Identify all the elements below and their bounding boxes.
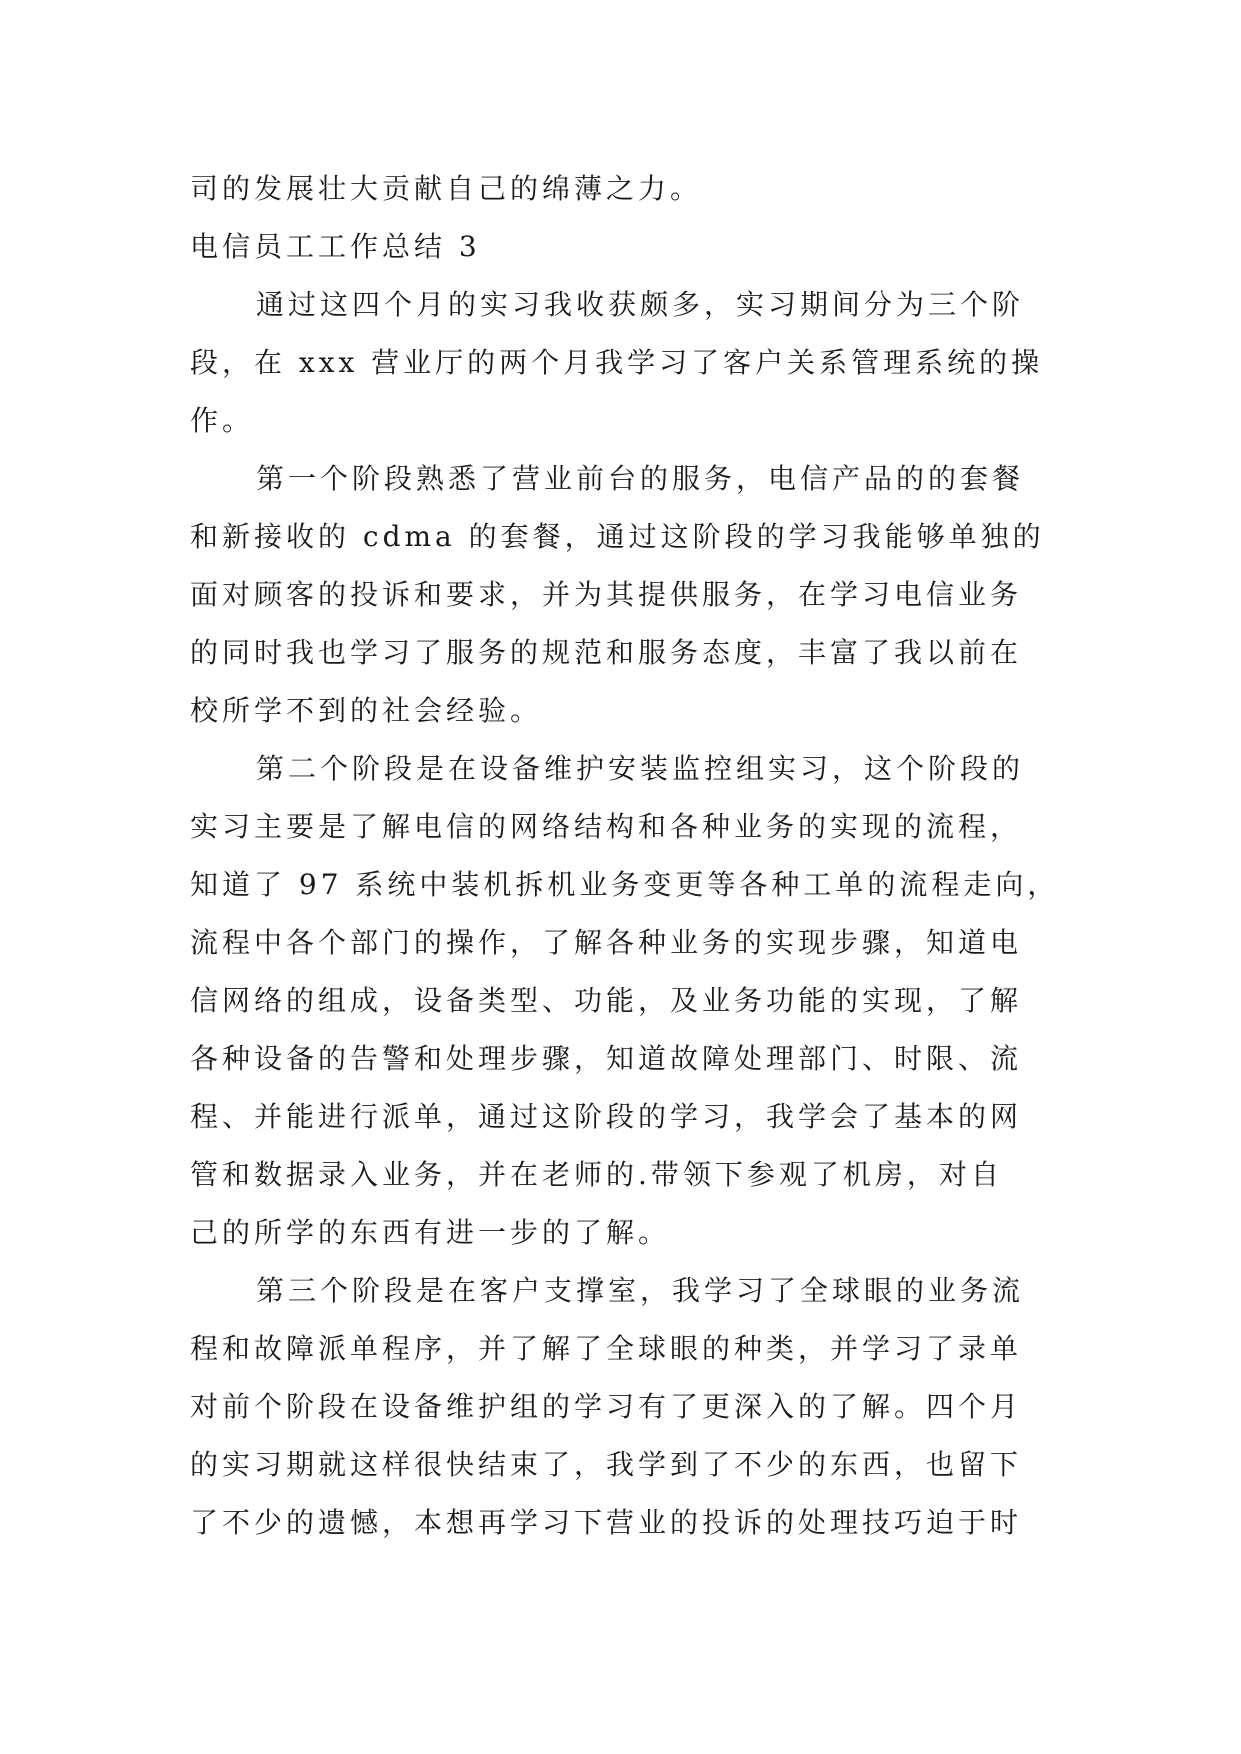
document-page [190, 160, 1060, 1552]
paragraph-line: 了不少的遗憾，本想再学习下营业的投诉的处理技巧迫于时 [190, 1506, 1023, 1539]
paragraph-line: 通过这四个月的实习我收获颇多，实习期间分为三个阶 [256, 288, 1025, 321]
paragraph-line: 第三个阶段是在客户支撑室，我学习了全球眼的业务流 [256, 1274, 1025, 1307]
paragraph-line: 程和故障派单程序，并了解了全球眼的种类，并学习了录单 [190, 1332, 1023, 1365]
paragraph-line: 知道了 97 系统中装机拆机业务变更等各种工单的流程走向， [190, 868, 1060, 901]
paragraph [190, 1262, 1050, 1552]
paragraph-line: 管和数据录入业务，并在老师的.带领下参观了机房，对自 [190, 1158, 1003, 1191]
paragraph-line: 流程中各个部门的操作，了解各种业务的实现步骤，知道电 [190, 926, 1023, 959]
paragraph-line: 对前个阶段在设备维护组的学习有了更深入的了解。四个月 [190, 1390, 1023, 1423]
paragraph-line: 和新接收的 cdma 的套餐，通过这阶段的学习我能够单独的 [190, 520, 1045, 553]
paragraph-line: 段，在 xxx 营业厅的两个月我学习了客户关系管理系统的操 [190, 346, 1044, 379]
paragraph-line: 的实习期就这样很快结束了，我学到了不少的东西，也留下 [190, 1448, 1023, 1481]
continuation-line: 司的发展壮大贡献自己的绵薄之力。 [190, 172, 703, 205]
paragraph-line: 信网络的组成，设备类型、功能，及业务功能的实现，了解 [190, 984, 1023, 1017]
paragraph [190, 276, 1050, 450]
paragraph-line: 第二个阶段是在设备维护安装监控组实习，这个阶段的 [256, 752, 1025, 785]
paragraph-line: 第一个阶段熟悉了营业前台的服务，电信产品的的套餐 [256, 462, 1025, 495]
paragraph-line: 作。 [190, 404, 255, 437]
paragraph-line: 各种设备的告警和处理步骤，知道故障处理部门、时限、流 [190, 1042, 1023, 1075]
paragraph-line: 实习主要是了解电信的网络结构和各种业务的实现的流程， [190, 810, 1023, 843]
paragraph [190, 450, 1050, 740]
paragraph-line: 程、并能进行派单，通过这阶段的学习，我学会了基本的网 [190, 1100, 1023, 1133]
paragraph-line: 己的所学的东西有进一步的了解。 [190, 1216, 671, 1249]
section-heading: 电信员工工作总结 3 [190, 230, 481, 263]
paragraph [190, 740, 1060, 1262]
paragraph-line: 的同时我也学习了服务的规范和服务态度，丰富了我以前在 [190, 636, 1023, 669]
paragraph-line: 校所学不到的社会经验。 [190, 694, 543, 727]
paragraph-line: 面对顾客的投诉和要求，并为其提供服务，在学习电信业务 [190, 578, 1023, 611]
